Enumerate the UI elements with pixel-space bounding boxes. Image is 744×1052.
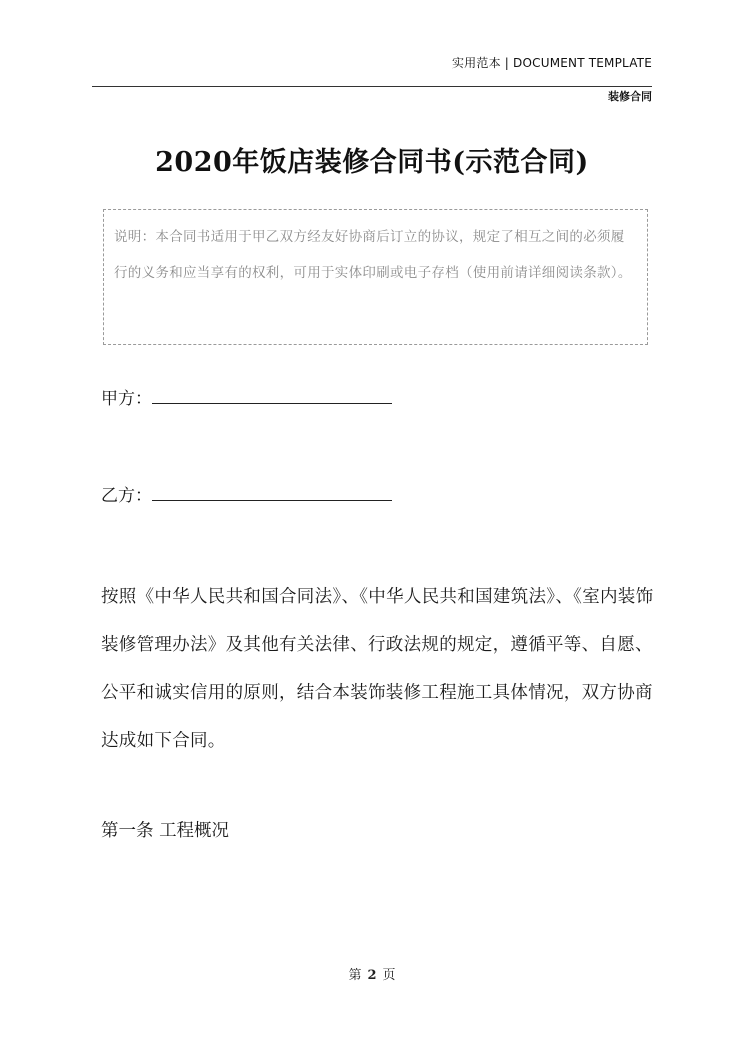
intro-paragraph: 按照《中华人民共和国合同法》、《中华人民共和国建筑法》、《室内装饰装修管理办法》及其他有关法律、行政法规的规定，遵循平等、自愿、公平和诚实信用的原则，结合本装饰装修工程施工具体情况，双方协商达成如下合同。 — [101, 587, 654, 751]
notice-box — [103, 209, 648, 345]
party-b-line — [101, 481, 392, 506]
party-b-label: 乙方： — [101, 486, 152, 506]
page-number: 2 — [367, 968, 377, 983]
header-subtitle: 装修合同 — [608, 90, 652, 103]
page-suffix: 页 — [382, 968, 396, 983]
page-footer — [0, 964, 744, 983]
page-header — [92, 48, 652, 87]
document-title: 2020年饭店装修合同书(示范合同) — [155, 147, 589, 178]
party-a-line — [101, 384, 392, 409]
party-b-blank[interactable] — [152, 484, 392, 501]
party-a-label: 甲方： — [101, 389, 152, 409]
notice-text: 说明：本合同书适用于甲乙双方经友好协商后订立的协议，规定了相互之间的必须履行的义务和应当享有的权利，可用于实体印刷或电子存档（使用前请详细阅读条款）。 — [114, 229, 632, 281]
header-brand: 实用范本 | DOCUMENT TEMPLATE — [451, 56, 652, 70]
article-1-heading: 第一条 工程概况 — [101, 821, 230, 841]
party-a-blank[interactable] — [152, 387, 392, 404]
page-prefix: 第 — [348, 968, 362, 983]
